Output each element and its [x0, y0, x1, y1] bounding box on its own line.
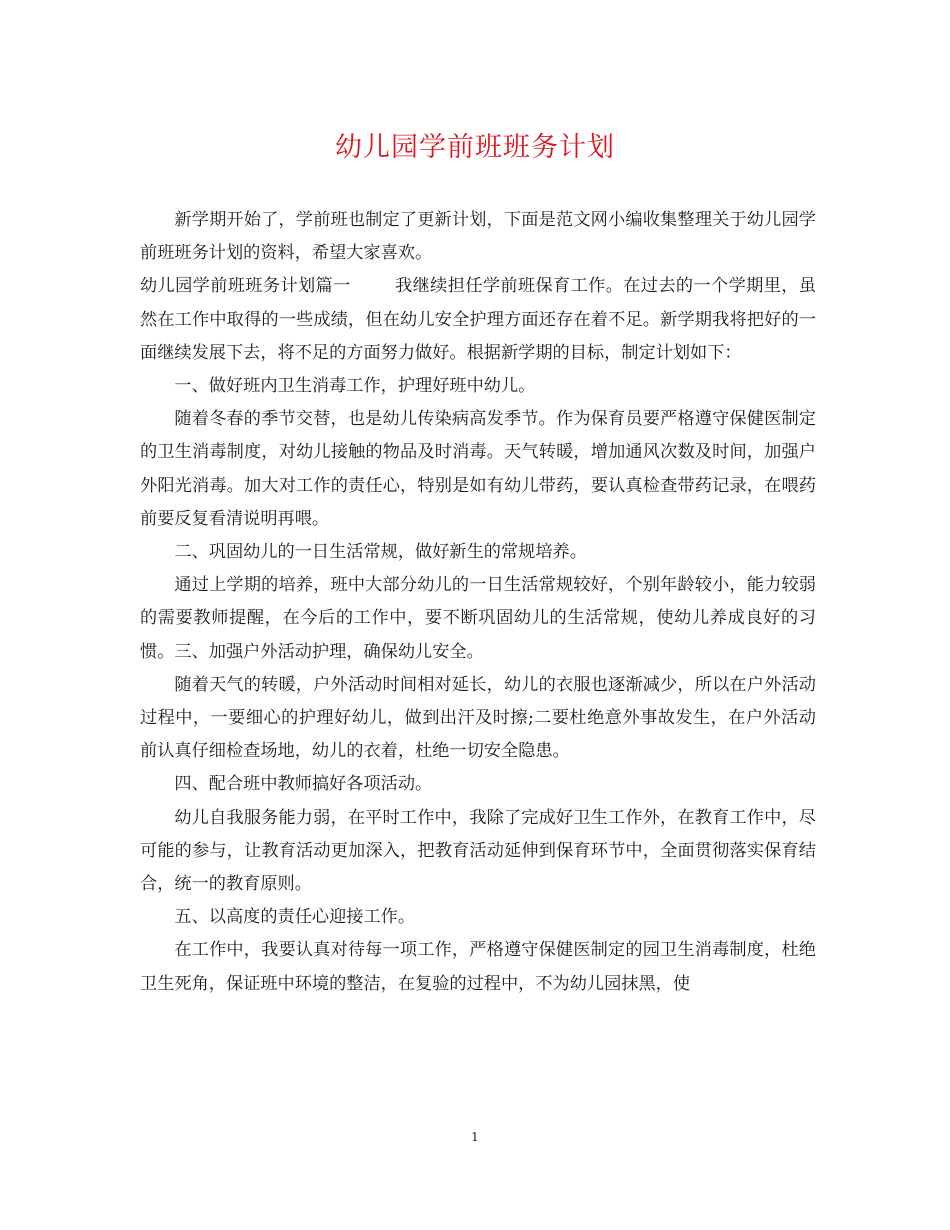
section-text: 我继续担任学前班保育工作。在过去的一个学期里，虽然在工作中取得的一些成绩，但在幼儿安全护理方面还存在着不足。新学期我将把好的一面继续发展下去，将不足的方面努力做好。根据新学期的目标，制定计划如下：	[140, 276, 816, 363]
paragraph-cooperation: 幼儿自我服务能力弱，在平时工作中，我除了完成好卫生工作外，在教育工作中，尽可能的参与，让教育活动更加深入，把教育活动延伸到保育环节中，全面贯彻落实保育结合，统一的教育原则。	[140, 807, 816, 895]
paragraph-intro: 新学期开始了，学前班也制定了更新计划，下面是范文网小编收集整理关于幼儿园学前班班务计划的资料，希望大家喜欢。	[140, 210, 816, 264]
paragraph-heading-5: 五、以高度的责任心迎接工作。	[174, 907, 416, 928]
paragraph-hygiene: 随着冬春的季节交替，也是幼儿传染病高发季节。作为保育员要严格遵守保健医制定的卫生消毒制度，对幼儿接触的物品及时消毒。天气转暖，增加通风次数及时间，加强户外阳光消毒。加大对工作的责任心，特别是如有幼儿带药，要认真检查带药记录，在喂药前要反复看清说明再喂。	[140, 409, 816, 529]
document-title: 幼儿园学前班班务计划	[335, 132, 615, 163]
paragraph-responsibility: 在工作中，我要认真对待每一项工作，严格遵守保健医制定的园卫生消毒制度，杜绝卫生死角，保证班中环境的整洁，在复验的过程中，不为幼儿园抹黑，使	[140, 940, 816, 994]
paragraph-section-one	[140, 270, 816, 370]
page-number: 1	[471, 1130, 479, 1144]
paragraph-routine: 通过上学期的培养，班中大部分幼儿的一日生活常规较好，个别年龄较小，能力较弱的需要教师提醒，在今后的工作中，要不断巩固幼儿的生活常规，使幼儿养成良好的习惯。三、加强户外活动护理，确保幼儿安全。	[140, 575, 816, 662]
paragraph-heading-4: 四、配合班中教师搞好各项活动。	[174, 774, 433, 795]
paragraph-heading-2: 二、巩固幼儿的一日生活常规，做好新生的常规培养。	[174, 542, 587, 563]
document-body	[140, 204, 816, 1001]
paragraph-outdoor: 随着天气的转暖，户外活动时间相对延长，幼儿的衣服也逐渐减少，所以在户外活动过程中，一要细心的护理好幼儿，做到出汗及时擦;二要杜绝意外事故发生，在户外活动前认真仔细检查场地，幼儿的衣着，杜绝一切安全隐患。	[140, 674, 816, 762]
paragraph-heading-1: 一、做好班内卫生消毒工作，护理好班中幼儿。	[174, 376, 536, 397]
section-heading: 幼儿园学前班班务计划篇一	[140, 276, 351, 297]
